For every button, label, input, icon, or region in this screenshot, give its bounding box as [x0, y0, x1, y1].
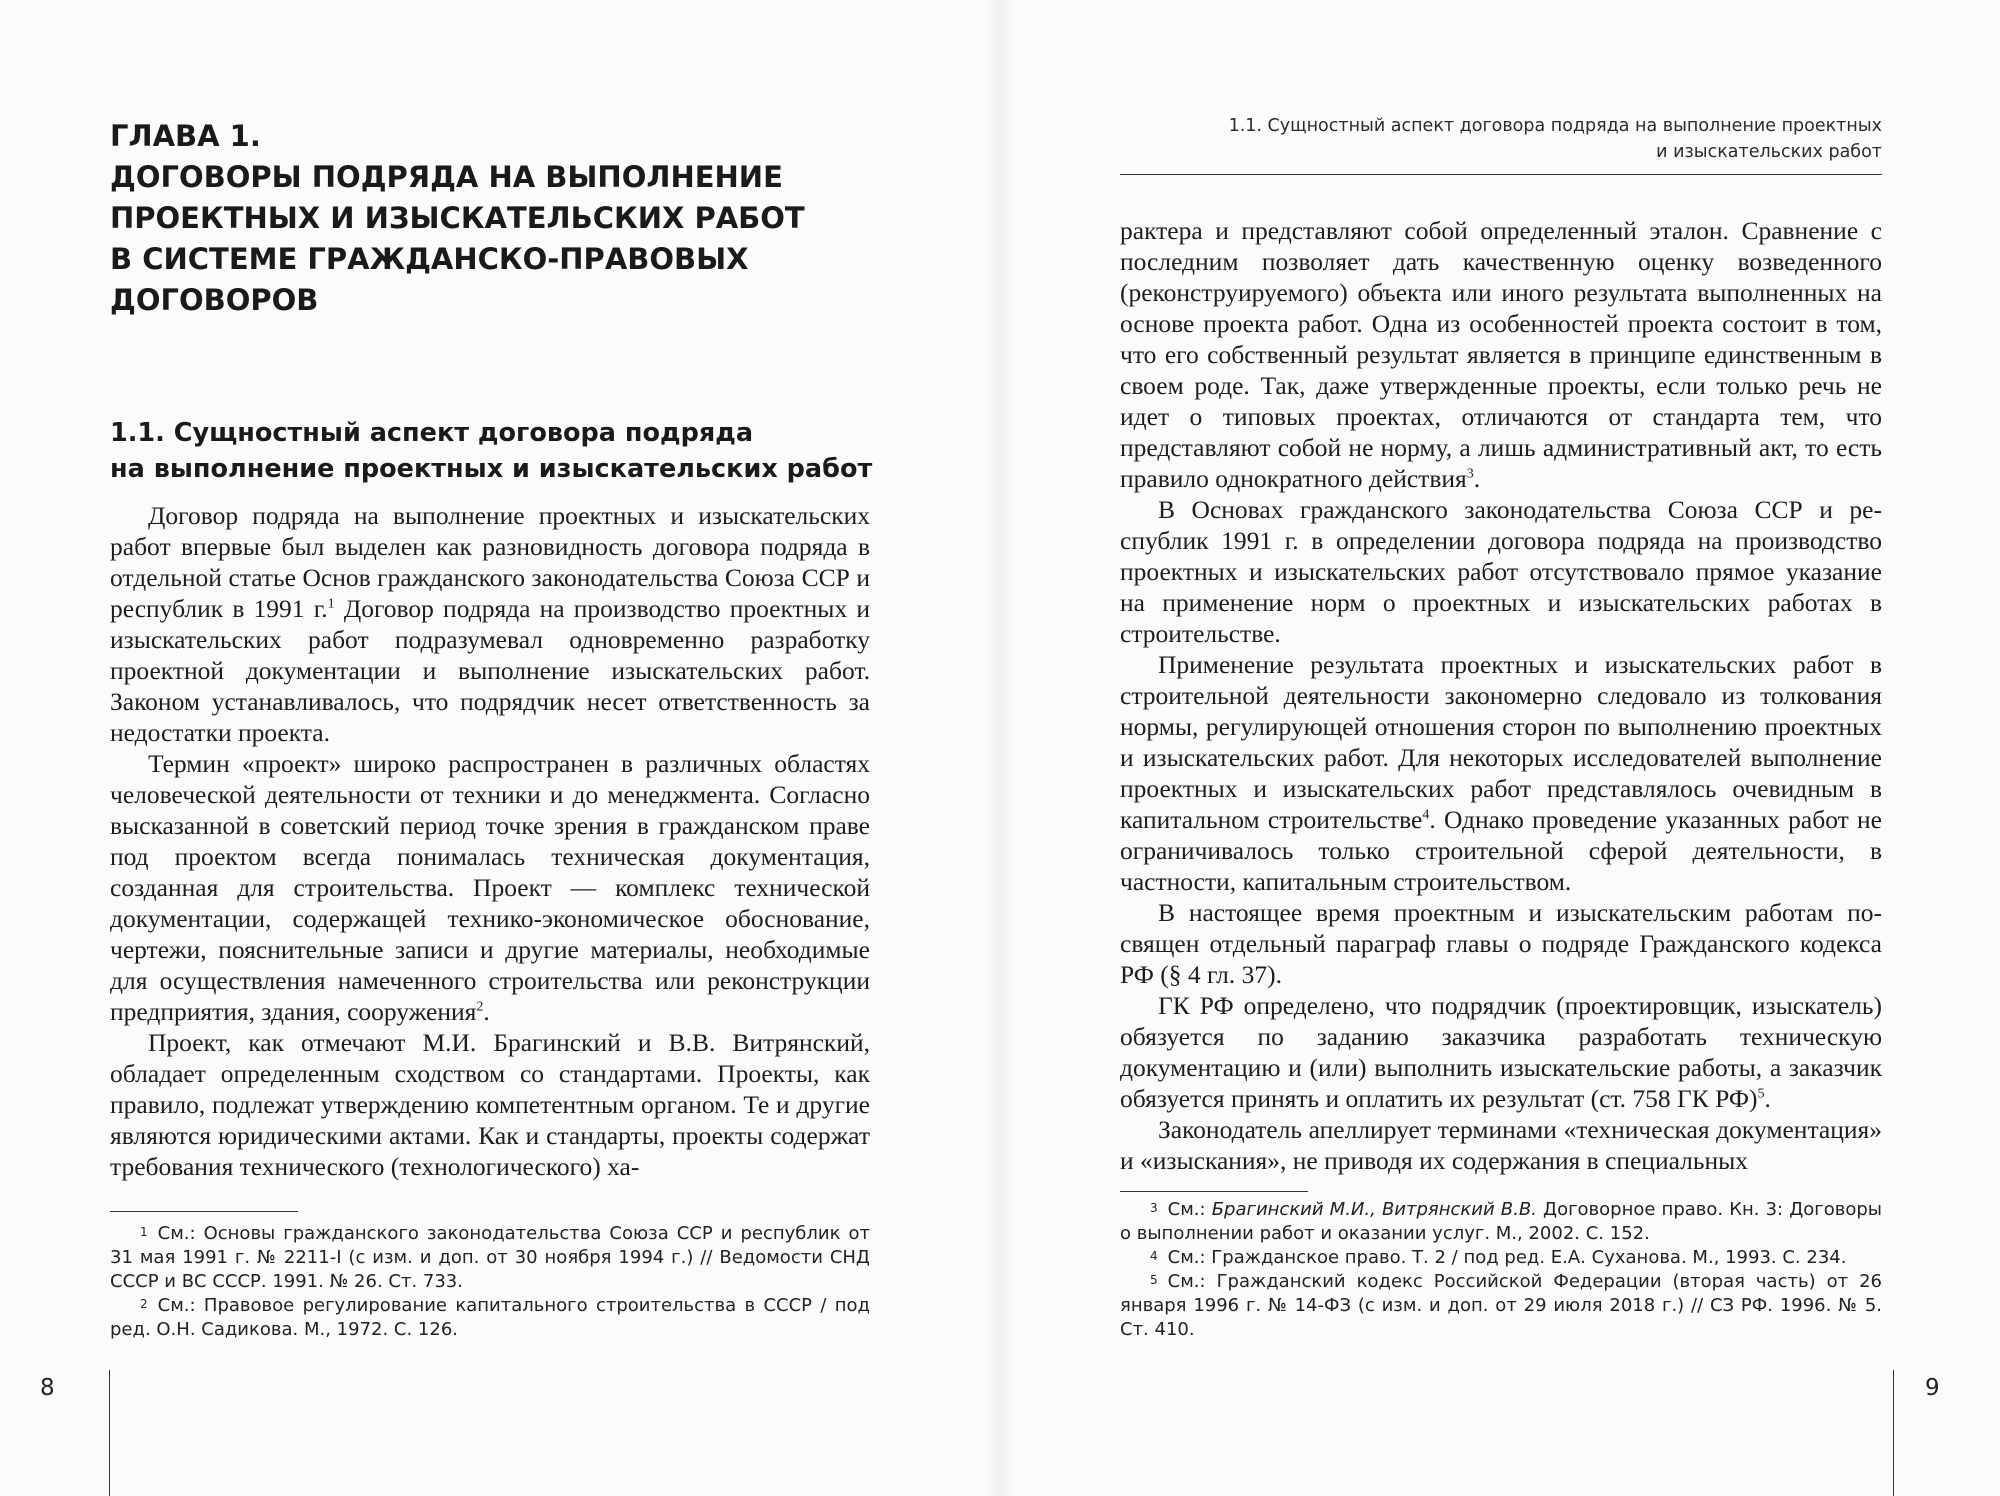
footnote-ref: 5 [1757, 1086, 1765, 1102]
paragraph: Термин «проект» широко распространен в различных областях человеческой деятельности от техники и до менеджмента. Согласно высказанной в советский период точке зрения в гражданском праве под проектом всегда понималась техническая документация, созданная для строительства. Проект — комплекс технической документации, содержащей технико-экономическое обоснование, чертежи, пояснительные записи и другие материалы, необходимые для осуществления намеченного строительства или реконструкции предприятия, здания, сооружения$^2$. [110, 749, 870, 1026]
footnote-mark: 3 [1150, 1201, 1158, 1215]
chapter-title-line: ГЛАВА 1. [110, 119, 261, 153]
chapter-title-line: ДОГОВОРОВ [110, 283, 319, 317]
running-head-line: 1.1. Сущностный аспект договора подряда на выполнение проектных [1228, 116, 1882, 136]
footnote: $^5$ См.: Гражданский кодекс Российской Федерации (вторая часть) от 26 января 1996 г. № 14-ФЗ (с изм. и доп. от 29 июля 2018 г.) // СЗ РФ. 1996. № 5. Ст. 410. [1120, 1271, 1882, 1340]
chapter-title-line: ДОГОВОРЫ ПОДРЯДА НА ВЫПОЛНЕНИЕ [110, 160, 783, 194]
page-number: 9 [1925, 1375, 1940, 1401]
footnote: $^3$ См.: Брагинский М.И., Витрянский В.В. Договорное право. Кн. 3: Договоры о выполнении работ и оказании услуг. М., 2002. С. 152. [1120, 1199, 1883, 1244]
footnotes [1120, 1198, 1882, 1342]
footnote-ref: 2 [476, 999, 484, 1015]
paragraph: Применение результата проектных и изыскательских работ в строительной деятельности закономерно следовало из толкования нормы, регулирующей отношения сторон по выполнению проектных и изыскательских работ. Для некоторых исследователей выполнение проектных и изыскательских работ представлялось очевидным в капитальном строительстве$^4$. Однако проведение указанных работ не ограничивалось только строительной сферой деятельности, в частности, капитальным строительством. [1120, 650, 1882, 896]
footnote-mark: 4 [1150, 1249, 1158, 1263]
paragraph: Проект, как отмечают М.И. Брагинский и В.В. Витрянский, обладает определенным сходством со стандартами. Проекты, как правило, подлежат утверждению компетентным органом. Те и другие являются юридическими актами. Как и стандарты, проекты содержат требования технического (технологического) ха- [110, 1028, 870, 1181]
right-body-text [1120, 215, 1882, 1176]
footnote: $^4$ См.: Гражданское право. Т. 2 / под ред. Е.А. Суханова. М., 1993. С. 234. [1150, 1247, 1847, 1268]
footnote-ref: 4 [1422, 807, 1430, 823]
running-head-rule [1120, 174, 1882, 175]
paragraph: Договор подряда на выполнение проектных и изыскательских работ впервые был выделен как разновидность договора подряда в отдельной статье Основ гражданского законодательства Союза ССР и республик в 1991 г.$^1$ Договор подряда на производство проектных и изыскательских работ подразумевал одновременно разработку проектной документации и выполнение изыскательских работ. Законом устанавливалось, что подрядчик несет ответственность за недостатки проекта. [110, 501, 870, 747]
footnote-mark: 5 [1150, 1273, 1158, 1287]
footnote: $^1$ См.: Основы гражданского законодательства Союза ССР и республик от 31 мая 1991 г. № 2211-I (с изм. и доп. от 30 ноября 1994 г.) // Ведомости СНД СССР и ВС СССР. 1991. № 26. Ст. 733. [110, 1223, 870, 1292]
running-head [1120, 113, 1882, 165]
footnote: $^2$ См.: Правовое регулирование капитального строительства в СССР / под ред. О.Н. Садикова. М., 1972. С. 126. [110, 1295, 870, 1340]
paragraph: В настоящее время проектным и изыскательским работам посвящен отдельный параграф главы о подряде Гражданского кодекса РФ (§ 4 гл. 37). [1120, 898, 1882, 989]
footnote-source: Брагинский М.И., Витрянский В.В. [1211, 1199, 1537, 1220]
paragraph: Законодатель апеллирует терминами «техническая документация» и «изыскания», не приводя их содержания в специальных [1120, 1115, 1882, 1175]
page-number: 8 [40, 1375, 55, 1401]
section-title-line: 1.1. Сущностный аспект договора подряда [110, 418, 754, 448]
footnote-ref: 1 [327, 596, 335, 612]
folio-rule [1893, 1370, 1894, 1496]
footnote-separator [110, 1211, 298, 1212]
folio-rule [109, 1370, 110, 1496]
paragraph: ГК РФ определено, что подрядчик (проектировщик, изыскатель) обязуется по заданию заказчика разработать техническую документацию и (или) выполнить изыскательские работы, а заказчик обязуется принять и оплатить их результат (ст. 758 ГК РФ)$^5$. [1120, 991, 1882, 1113]
left-body-text [110, 500, 870, 1182]
chapter-title [110, 116, 870, 321]
chapter-title-line: В СИСТЕМЕ ГРАЖДАНСКО-ПРАВОВЫХ [110, 242, 749, 276]
footnote-ref: 3 [1466, 466, 1474, 482]
paragraph: рактера и представляют собой определенный эталон. Сравнение с последним позволяет дать качественную оценку возведенного (реконструируемого) объекта или иного результата выполненных на основе проекта работ. Одна из особенностей проекта состоит в том, что его собственный результат является в принципе единственным в своем роде. Так, даже утвержденные проекты, если только речь не идет о типовых проектах, отличаются от стандарта тем, что представляют собой не норму, а лишь административный акт, то есть правило однократного действия$^3$. [1120, 216, 1882, 493]
footnote-separator [1120, 1191, 1308, 1192]
footnote-mark: 1 [140, 1225, 148, 1239]
running-head-line: и изыскательских работ [1656, 142, 1882, 162]
section-title-line: на выполнение проектных и изыскательских работ [110, 454, 873, 484]
section-title [110, 415, 910, 487]
right-page [1000, 0, 2000, 1496]
footnote-mark: 2 [140, 1297, 148, 1311]
chapter-title-line: ПРОЕКТНЫХ И ИЗЫСКАТЕЛЬСКИХ РАБОТ [110, 201, 805, 235]
footnotes [110, 1222, 870, 1342]
paragraph: В Основах гражданского законодательства Союза ССР и республик 1991 г. в определении договора подряда на производство проектных и изыскательских работ отсутствовало прямое указание на применение норм о проектных и изыскательских работах в строительстве. [1120, 495, 1882, 648]
